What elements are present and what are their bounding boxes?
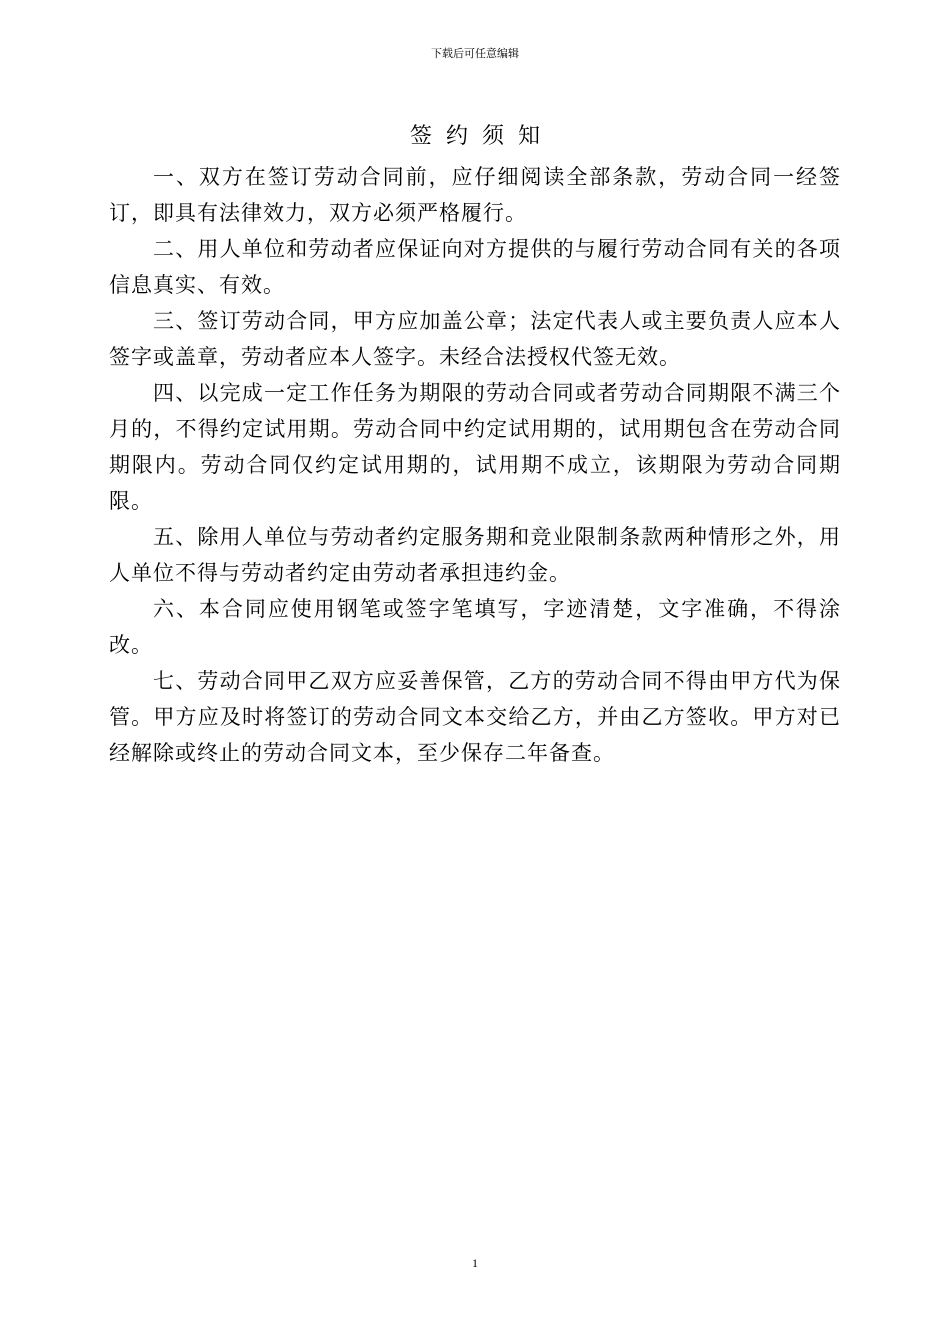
- clause-6: 六、本合同应使用钢笔或签字笔填写，字迹清楚，文字准确，不得涂改。: [109, 597, 841, 657]
- clause-4: 四、以完成一定工作任务为期限的劳动合同或者劳动合同期限不满三个月的，不得约定试用期。劳动合同中约定试用期的，试用期包含在劳动合同期限内。劳动合同仅约定试用期的，试用期不成立，该期限为劳动合同期限。: [109, 381, 841, 513]
- header-note: 下载后可任意编辑: [431, 47, 519, 60]
- document-title: 签约须知: [409, 124, 554, 149]
- clause-3: 三、签订劳动合同，甲方应加盖公章；法定代表人或主要负责人应本人签字或盖章，劳动者应本人签字。未经合法授权代签无效。: [109, 309, 841, 369]
- clause-7: 七、劳动合同甲乙双方应妥善保管，乙方的劳动合同不得由甲方代为保管。甲方应及时将签订的劳动合同文本交给乙方，并由乙方签收。甲方对已经解除或终止的劳动合同文本，至少保存二年备查。: [109, 669, 841, 765]
- clause-2: 二、用人单位和劳动者应保证向对方提供的与履行劳动合同有关的各项信息真实、有效。: [109, 237, 841, 297]
- page-number: 1: [472, 1256, 478, 1270]
- document-body: [109, 159, 841, 771]
- clause-5: 五、除用人单位与劳动者约定服务期和竞业限制条款两种情形之外，用人单位不得与劳动者约定由劳动者承担违约金。: [109, 525, 841, 585]
- clause-1: 一、双方在签订劳动合同前，应仔细阅读全部条款，劳动合同一经签订，即具有法律效力，双方必须严格履行。: [109, 165, 841, 225]
